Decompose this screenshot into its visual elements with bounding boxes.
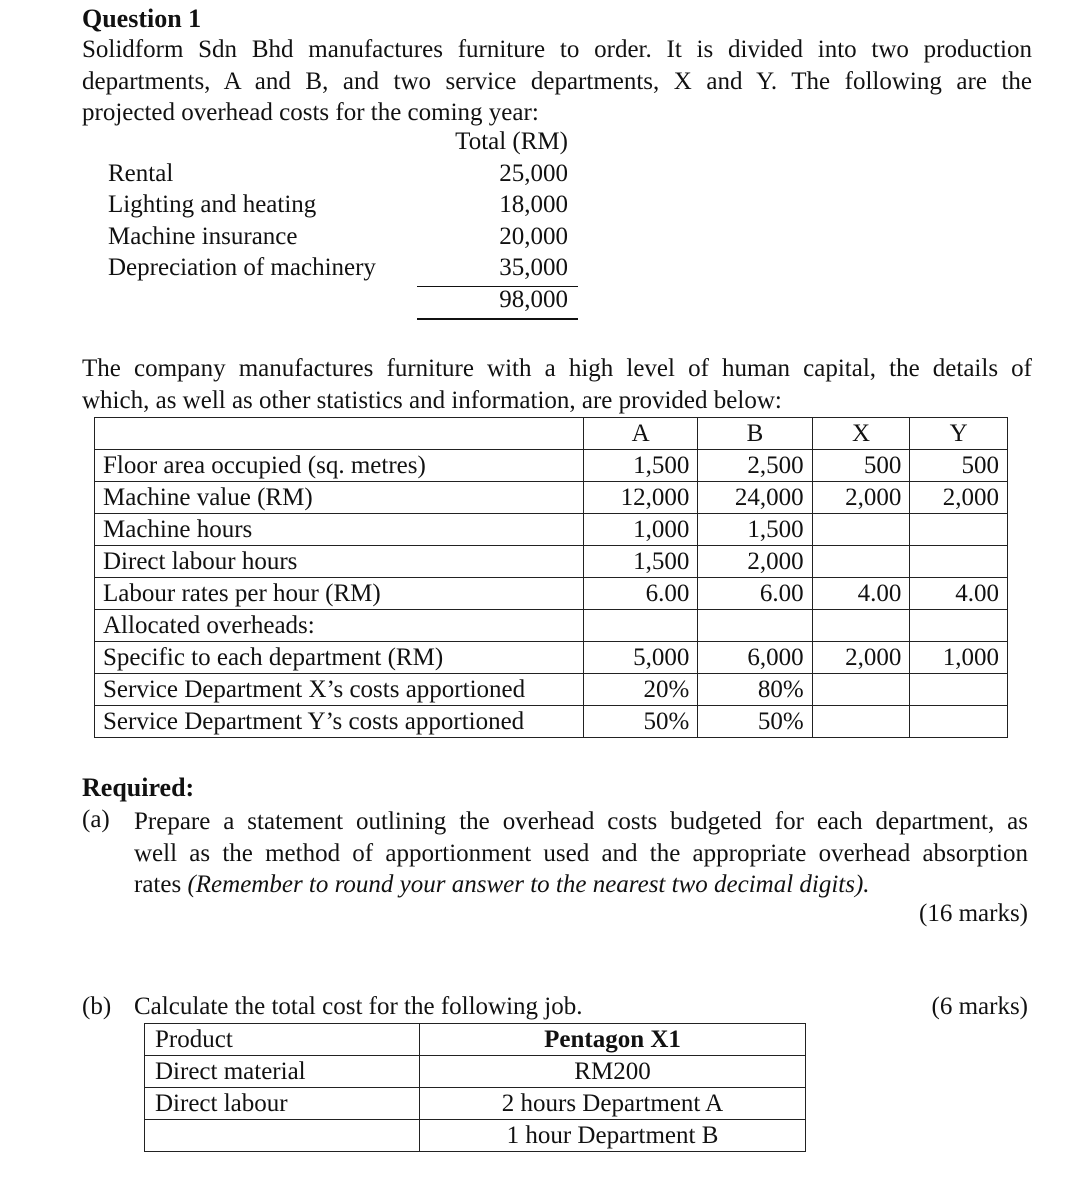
overheads-total: 98,000 [499, 286, 568, 313]
table-header-row [95, 418, 1008, 450]
overhead-label: Rental [108, 160, 174, 187]
part-a-line-2: well as the method of apportionment used and the appropriate overhead absorption [134, 839, 1028, 867]
row-label: Labour rates per hour (RM) [95, 578, 584, 610]
header-cell: B [698, 418, 812, 450]
statistics-table [94, 417, 1008, 738]
rounding-note: (Remember to round your answer to the nearest two decimal digits). [187, 871, 870, 898]
cell-y [910, 674, 1008, 706]
overhead-label: Machine insurance [108, 223, 298, 250]
cell-x [812, 706, 910, 738]
cell-a: 12,000 [584, 482, 698, 514]
cell-b [698, 610, 812, 642]
table-row [95, 706, 1008, 738]
table-row [95, 450, 1008, 482]
table-row [95, 674, 1008, 706]
cell-b: 6,000 [698, 642, 812, 674]
cell-y [910, 610, 1008, 642]
table-row [145, 1120, 806, 1152]
cell-a: 20% [584, 674, 698, 706]
cell-a: 1,500 [584, 546, 698, 578]
question-title: Question 1 [82, 4, 202, 33]
overhead-value: 18,000 [499, 191, 568, 218]
cell-b: 1,500 [698, 514, 812, 546]
cell-y: 2,000 [910, 482, 1008, 514]
table-row [95, 482, 1008, 514]
intro-line-2: departments, A and B, and two service departments, X and Y. The following are the [82, 67, 1032, 95]
table-row [145, 1024, 806, 1056]
overhead-value: 25,000 [499, 160, 568, 187]
row-label: Allocated overheads: [95, 610, 584, 642]
part-a-text [134, 806, 1028, 901]
cell-a: 50% [584, 706, 698, 738]
part-b-text: Calculate the total cost for the following job. [134, 993, 583, 1020]
table-row [95, 546, 1008, 578]
intro-line-1: Solidform Sdn Bhd manufactures furniture to order. It is divided into two production [82, 36, 1032, 63]
header-cell [95, 418, 584, 450]
cell-x: 500 [812, 450, 910, 482]
table-row [95, 514, 1008, 546]
table-row [95, 578, 1008, 610]
overhead-value: 35,000 [499, 254, 568, 281]
cell-b: 80% [698, 674, 812, 706]
required-heading: Required: [82, 773, 195, 802]
cell-x: 4.00 [812, 578, 910, 610]
total-rule [417, 318, 578, 320]
row-label: Direct labour hours [95, 546, 584, 578]
company-text [82, 353, 1032, 416]
cell-a: 1,000 [584, 514, 698, 546]
cell-y [910, 706, 1008, 738]
part-a-marker: (a) [82, 806, 110, 833]
overheads-header: Total (RM) [455, 128, 568, 155]
cell-b: 2,000 [698, 546, 812, 578]
cell-y: 4.00 [910, 578, 1008, 610]
question-intro [82, 34, 1032, 129]
intro-line-3: projected overhead costs for the coming year: [82, 99, 539, 126]
cell-x [812, 610, 910, 642]
cell-y [910, 514, 1008, 546]
table-row [95, 610, 1008, 642]
row-label: Floor area occupied (sq. metres) [95, 450, 584, 482]
cell-b: 2,500 [698, 450, 812, 482]
job-value: Pentagon X1 [420, 1024, 806, 1056]
part-a-line-1: Prepare a statement outlining the overhead costs budgeted for each department, as [134, 808, 1028, 835]
part-a-line-3-plain: rates [134, 871, 188, 898]
row-label: Specific to each department (RM) [95, 642, 584, 674]
row-label: Machine hours [95, 514, 584, 546]
job-label: Direct labour [145, 1088, 420, 1120]
cell-b: 6.00 [698, 578, 812, 610]
cell-y: 500 [910, 450, 1008, 482]
overhead-label: Lighting and heating [108, 191, 317, 218]
cell-a: 1,500 [584, 450, 698, 482]
job-table [144, 1023, 806, 1152]
job-value: 1 hour Department B [420, 1120, 806, 1152]
row-label: Service Department Y’s costs apportioned [95, 706, 584, 738]
job-label: Product [145, 1024, 420, 1056]
cell-x [812, 546, 910, 578]
part-b-marker: (b) [82, 993, 112, 1020]
cell-a [584, 610, 698, 642]
job-label: Direct material [145, 1056, 420, 1088]
company-line-1: The company manufactures furniture with a high level of human capital, the details of [82, 355, 1032, 382]
company-line-2: which, as well as other statistics and information, are provided below: [82, 386, 782, 414]
cell-x: 2,000 [812, 482, 910, 514]
overhead-value: 20,000 [499, 223, 568, 250]
part-b-marks: (6 marks) [931, 993, 1028, 1020]
cell-a: 5,000 [584, 642, 698, 674]
header-cell: Y [910, 418, 1008, 450]
part-a-line-3 [134, 869, 1028, 901]
row-label: Machine value (RM) [95, 482, 584, 514]
table-row [95, 642, 1008, 674]
job-value: RM200 [420, 1056, 806, 1088]
part-a-marks: (16 marks) [919, 900, 1028, 927]
header-cell: A [584, 418, 698, 450]
cell-b: 50% [698, 706, 812, 738]
header-cell: X [812, 418, 910, 450]
cell-x [812, 674, 910, 706]
cell-b: 24,000 [698, 482, 812, 514]
cell-y: 1,000 [910, 642, 1008, 674]
cell-a: 6.00 [584, 578, 698, 610]
row-label: Service Department X’s costs apportioned [95, 674, 584, 706]
cell-x [812, 514, 910, 546]
cell-x: 2,000 [812, 642, 910, 674]
cell-y [910, 546, 1008, 578]
overhead-label: Depreciation of machinery [108, 254, 376, 281]
table-row [145, 1056, 806, 1088]
job-value: 2 hours Department A [420, 1088, 806, 1120]
table-row [145, 1088, 806, 1120]
job-label [145, 1120, 420, 1152]
